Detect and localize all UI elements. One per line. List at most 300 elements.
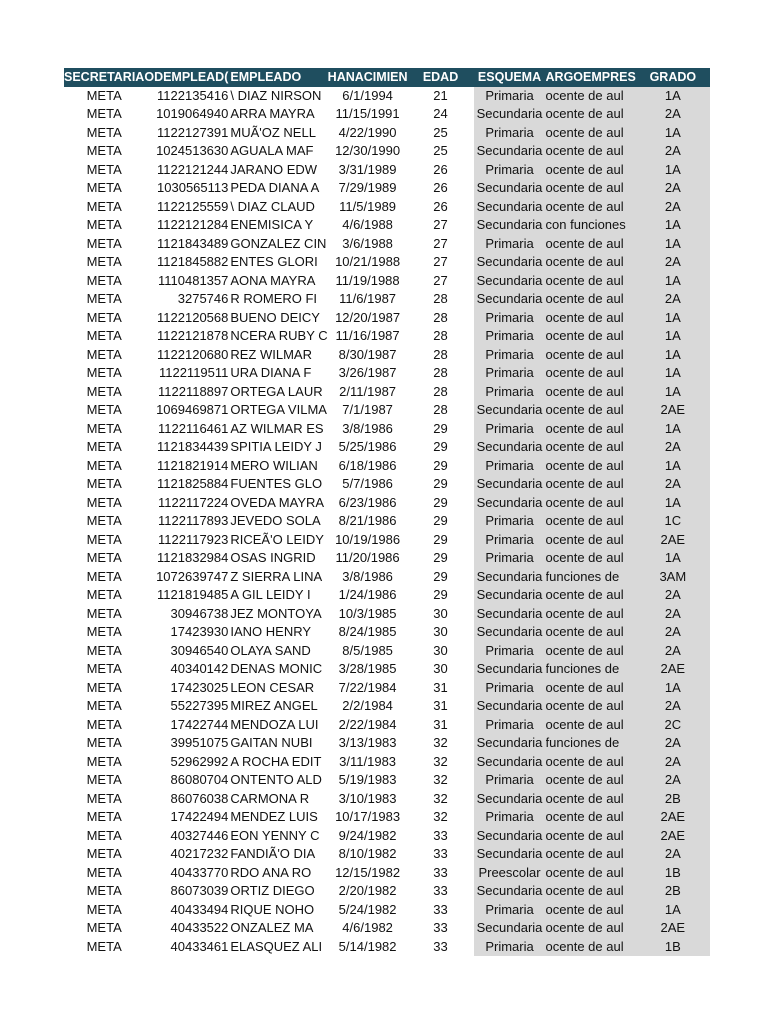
cell-esquema[interactable]: Secundaria <box>474 660 546 679</box>
cell-grado[interactable]: 2A <box>636 586 710 605</box>
cell-edad[interactable]: 33 <box>433 920 448 935</box>
cell-secretaria[interactable]: META <box>86 809 122 824</box>
cell-esquema[interactable]: Primaria <box>474 364 546 383</box>
cell-grado[interactable]: 2A <box>636 142 710 161</box>
cell-esquema[interactable]: Secundaria <box>474 827 546 846</box>
cell-edad[interactable]: 33 <box>433 846 448 861</box>
cell-fecha-nacimiento[interactable]: 5/7/1986 <box>342 476 393 491</box>
cell-cargo[interactable]: ocente de aul <box>546 272 636 291</box>
cell-empleado[interactable]: FUENTES GLO <box>230 476 323 491</box>
cell-cargo[interactable]: ocente de aul <box>546 420 636 439</box>
cell-esquema[interactable]: Secundaria <box>474 401 546 420</box>
cell-cargo[interactable]: ocente de aul <box>546 401 636 420</box>
cell-empleado[interactable]: PEDA DIANA A <box>230 180 320 195</box>
cell-fecha-nacimiento[interactable]: 11/5/1989 <box>339 198 397 214</box>
cell-fecha-nacimiento[interactable]: 10/19/1986 <box>335 531 401 547</box>
cell-fecha-nacimiento[interactable]: 3/13/1983 <box>338 735 397 750</box>
cell-grado[interactable]: 2A <box>636 605 710 624</box>
cell-codempleado[interactable]: 17423930 <box>170 624 229 639</box>
cell-grado[interactable]: 1A <box>636 327 710 346</box>
cell-fecha-nacimiento[interactable]: 5/14/1982 <box>338 938 397 954</box>
cell-fecha-nacimiento[interactable]: 4/6/1988 <box>342 217 393 232</box>
cell-empleado[interactable]: MENDOZA LUI <box>230 716 319 732</box>
cell-empleado[interactable]: ONZALEZ MA <box>230 920 314 935</box>
cell-secretaria[interactable]: META <box>86 846 122 861</box>
cell-codempleado[interactable]: 1122117224 <box>158 494 229 510</box>
cell-grado[interactable]: 1A <box>636 549 710 568</box>
cell-empleado[interactable]: JEZ MONTOYA <box>230 605 322 621</box>
cell-edad[interactable]: 28 <box>433 383 448 399</box>
cell-cargo[interactable]: ocente de aul <box>546 142 636 161</box>
cell-grado[interactable]: 2A <box>636 105 710 124</box>
cell-codempleado[interactable]: 1121843489 <box>157 235 229 251</box>
cell-empleado[interactable]: CARMONA R <box>230 790 310 806</box>
cell-fecha-nacimiento[interactable]: 5/24/1982 <box>338 901 397 917</box>
cell-fecha-nacimiento[interactable]: 1/24/1986 <box>338 587 397 602</box>
cell-empleado[interactable]: Z SIERRA LINA <box>230 568 323 584</box>
cell-empleado[interactable]: IANO HENRY <box>230 624 312 639</box>
cell-cargo[interactable]: ocente de aul <box>546 531 636 550</box>
cell-grado[interactable]: 2A <box>636 845 710 864</box>
cell-fecha-nacimiento[interactable]: 12/15/1982 <box>335 864 401 880</box>
cell-fecha-nacimiento[interactable]: 3/31/1989 <box>338 161 397 177</box>
cell-codempleado[interactable]: 1072639747 <box>156 568 229 584</box>
cell-esquema[interactable]: Primaria <box>474 938 546 957</box>
cell-grado[interactable]: 2A <box>636 623 710 642</box>
cell-empleado[interactable]: MENDEZ LUIS <box>230 809 318 824</box>
cell-cargo[interactable]: ocente de aul <box>546 882 636 901</box>
cell-codempleado[interactable]: 1122119511 <box>158 365 229 380</box>
cell-esquema[interactable]: Secundaria <box>474 790 546 809</box>
cell-empleado[interactable]: LEON CESAR <box>230 679 315 695</box>
cell-grado[interactable]: 2AE <box>636 919 710 938</box>
cell-empleado[interactable]: REZ WILMAR <box>230 346 312 362</box>
cell-empleado[interactable]: ORTIZ DIEGO <box>230 883 315 898</box>
cell-grado[interactable]: 1B <box>636 864 710 883</box>
cell-secretaria[interactable]: META <box>86 661 122 676</box>
cell-cargo[interactable]: ocente de aul <box>546 124 636 143</box>
cell-grado[interactable]: 1A <box>636 161 710 180</box>
cell-empleado[interactable]: GAITAN NUBI <box>230 735 313 750</box>
cell-edad[interactable]: 32 <box>433 772 448 787</box>
cell-empleado[interactable]: A GIL LEIDY I <box>230 587 311 602</box>
cell-edad[interactable]: 30 <box>433 605 448 621</box>
cell-secretaria[interactable]: META <box>86 735 122 750</box>
cell-secretaria[interactable]: META <box>86 420 122 436</box>
cell-codempleado[interactable]: 1121825884 <box>157 476 229 491</box>
cell-edad[interactable]: 27 <box>433 235 448 251</box>
cell-empleado[interactable]: ORTEGA LAUR <box>230 383 323 399</box>
cell-edad[interactable]: 31 <box>433 716 448 732</box>
cell-empleado[interactable]: NCERA RUBY C <box>230 328 328 343</box>
cell-edad[interactable]: 28 <box>433 346 448 362</box>
cell-grado[interactable]: 1B <box>636 938 710 957</box>
cell-grado[interactable]: 2A <box>636 290 710 309</box>
cell-esquema[interactable]: Secundaria <box>474 494 546 513</box>
cell-fecha-nacimiento[interactable]: 8/5/1985 <box>342 642 393 658</box>
cell-secretaria[interactable]: META <box>86 698 122 713</box>
cell-cargo[interactable]: ocente de aul <box>546 327 636 346</box>
cell-edad[interactable]: 29 <box>433 494 448 510</box>
cell-secretaria[interactable]: META <box>86 439 122 454</box>
cell-secretaria[interactable]: META <box>86 124 122 140</box>
cell-cargo[interactable]: ocente de aul <box>546 438 636 457</box>
cell-codempleado[interactable]: 40433522 <box>170 920 229 935</box>
cell-edad[interactable]: 29 <box>433 513 448 528</box>
header-fecha-nacimiento[interactable]: HANACIMIEN <box>328 68 408 87</box>
cell-secretaria[interactable]: META <box>86 753 122 769</box>
cell-empleado[interactable]: ENEMISICA Y <box>230 217 314 232</box>
cell-edad[interactable]: 33 <box>433 901 448 917</box>
cell-cargo[interactable]: ocente de aul <box>546 346 636 365</box>
cell-esquema[interactable]: Secundaria <box>474 753 546 772</box>
cell-secretaria[interactable]: META <box>86 291 122 306</box>
cell-codempleado[interactable]: 17423025 <box>170 679 229 695</box>
cell-edad[interactable]: 31 <box>433 698 448 713</box>
cell-grado[interactable]: 1A <box>636 124 710 143</box>
cell-esquema[interactable]: Secundaria <box>474 216 546 235</box>
cell-empleado[interactable]: A ROCHA EDIT <box>230 753 322 769</box>
cell-codempleado[interactable]: 1122120680 <box>157 346 229 362</box>
cell-esquema[interactable]: Secundaria <box>474 105 546 124</box>
cell-grado[interactable]: 2A <box>636 253 710 272</box>
cell-empleado[interactable]: OSAS INGRID <box>230 550 316 565</box>
cell-secretaria[interactable]: META <box>86 180 122 195</box>
cell-edad[interactable]: 26 <box>433 161 448 177</box>
cell-edad[interactable]: 29 <box>433 420 448 436</box>
cell-cargo[interactable]: ocente de aul <box>546 790 636 809</box>
cell-cargo[interactable]: ocente de aul <box>546 309 636 328</box>
cell-esquema[interactable]: Primaria <box>474 512 546 531</box>
cell-esquema[interactable]: Secundaria <box>474 882 546 901</box>
cell-codempleado[interactable]: 1122117893 <box>158 513 229 528</box>
cell-fecha-nacimiento[interactable]: 4/6/1982 <box>342 920 393 935</box>
cell-empleado[interactable]: URA DIANA F <box>230 365 312 380</box>
cell-cargo[interactable]: ocente de aul <box>546 383 636 402</box>
cell-codempleado[interactable]: 1030565113 <box>157 180 229 195</box>
cell-codempleado[interactable]: 1069469871 <box>156 402 229 417</box>
cell-codempleado[interactable]: 3275746 <box>177 291 229 306</box>
cell-codempleado[interactable]: 1121832984 <box>157 550 229 565</box>
cell-empleado[interactable]: JARANO EDW <box>230 161 318 177</box>
cell-cargo[interactable]: ocente de aul <box>546 845 636 864</box>
cell-codempleado[interactable]: 1121821914 <box>157 457 229 473</box>
cell-cargo[interactable]: ocente de aul <box>546 105 636 124</box>
cell-grado[interactable]: 2A <box>636 642 710 661</box>
cell-esquema[interactable]: Secundaria <box>474 697 546 716</box>
cell-cargo[interactable]: ocente de aul <box>546 161 636 180</box>
cell-edad[interactable]: 33 <box>433 827 448 843</box>
cell-secretaria[interactable]: META <box>86 494 122 510</box>
cell-empleado[interactable]: JEVEDO SOLA <box>230 513 321 528</box>
cell-codempleado[interactable]: 40433461 <box>170 938 229 954</box>
cell-grado[interactable]: 2C <box>636 716 710 735</box>
cell-grado[interactable]: 1A <box>636 457 710 476</box>
cell-grado[interactable]: 2A <box>636 438 710 457</box>
cell-cargo[interactable]: ocente de aul <box>546 642 636 661</box>
cell-esquema[interactable]: Secundaria <box>474 438 546 457</box>
cell-edad[interactable]: 29 <box>433 531 448 547</box>
cell-fecha-nacimiento[interactable]: 11/16/1987 <box>335 328 400 343</box>
cell-esquema[interactable]: Secundaria <box>474 272 546 291</box>
cell-cargo[interactable]: ocente de aul <box>546 179 636 198</box>
cell-edad[interactable]: 26 <box>433 198 448 214</box>
cell-codempleado[interactable]: 1122118897 <box>158 383 229 399</box>
cell-esquema[interactable]: Secundaria <box>474 623 546 642</box>
cell-esquema[interactable]: Primaria <box>474 716 546 735</box>
cell-edad[interactable]: 26 <box>433 180 448 195</box>
cell-edad[interactable]: 33 <box>433 864 448 880</box>
cell-cargo[interactable]: ocente de aul <box>546 475 636 494</box>
cell-fecha-nacimiento[interactable]: 12/30/1990 <box>335 143 401 158</box>
cell-grado[interactable]: 1A <box>636 309 710 328</box>
cell-empleado[interactable]: EON YENNY C <box>230 827 320 843</box>
cell-edad[interactable]: 28 <box>433 328 448 343</box>
cell-esquema[interactable]: Primaria <box>474 124 546 143</box>
cell-empleado[interactable]: AZ WILMAR ES <box>230 420 324 436</box>
cell-esquema[interactable]: Primaria <box>474 87 546 106</box>
cell-secretaria[interactable]: META <box>86 938 122 954</box>
cell-fecha-nacimiento[interactable]: 7/1/1987 <box>342 402 393 417</box>
cell-fecha-nacimiento[interactable]: 3/26/1987 <box>338 365 397 380</box>
cell-edad[interactable]: 21 <box>433 87 448 103</box>
cell-fecha-nacimiento[interactable]: 6/18/1986 <box>338 457 397 473</box>
cell-cargo[interactable]: ocente de aul <box>546 253 636 272</box>
cell-codempleado[interactable]: 30946540 <box>170 642 229 658</box>
cell-empleado[interactable]: \ DIAZ NIRSON <box>230 87 322 103</box>
cell-cargo[interactable]: ocente de aul <box>546 864 636 883</box>
cell-esquema[interactable]: Secundaria <box>474 568 546 587</box>
cell-grado[interactable]: 1A <box>636 679 710 698</box>
cell-fecha-nacimiento[interactable]: 2/2/1984 <box>342 698 393 713</box>
cell-grado[interactable]: 2B <box>636 790 710 809</box>
cell-cargo[interactable]: ocente de aul <box>546 753 636 772</box>
cell-cargo[interactable]: ocente de aul <box>546 512 636 531</box>
cell-codempleado[interactable]: 1122121878 <box>157 328 229 343</box>
cell-edad[interactable]: 30 <box>433 642 448 658</box>
cell-codempleado[interactable]: 40340142 <box>170 661 229 676</box>
cell-esquema[interactable]: Primaria <box>474 901 546 920</box>
cell-cargo[interactable]: ocente de aul <box>546 938 636 957</box>
cell-esquema[interactable]: Primaria <box>474 235 546 254</box>
cell-edad[interactable]: 29 <box>433 457 448 473</box>
header-esquema[interactable]: ESQUEMA <box>474 68 546 87</box>
cell-codempleado[interactable]: 1122135416 <box>157 87 229 103</box>
cell-fecha-nacimiento[interactable]: 9/24/1982 <box>338 827 397 843</box>
cell-grado[interactable]: 3AM <box>636 568 710 587</box>
cell-empleado[interactable]: ONTENTO ALD <box>230 772 322 787</box>
cell-esquema[interactable]: Primaria <box>474 679 546 698</box>
cell-fecha-nacimiento[interactable]: 3/6/1988 <box>342 235 393 251</box>
cell-cargo[interactable]: ocente de aul <box>546 919 636 938</box>
cell-empleado[interactable]: ELASQUEZ ALI <box>230 938 323 954</box>
header-codempleado[interactable]: ODEMPLEAD( <box>144 68 230 87</box>
cell-fecha-nacimiento[interactable]: 12/20/1987 <box>335 309 401 325</box>
cell-edad[interactable]: 29 <box>433 550 448 565</box>
cell-esquema[interactable]: Secundaria <box>474 290 546 309</box>
cell-codempleado[interactable]: 86073039 <box>170 883 229 898</box>
cell-esquema[interactable]: Secundaria <box>474 845 546 864</box>
cell-codempleado[interactable]: 1122120568 <box>157 309 229 325</box>
cell-fecha-nacimiento[interactable]: 10/21/1988 <box>335 254 401 269</box>
cell-codempleado[interactable]: 40433770 <box>170 864 229 880</box>
cell-secretaria[interactable]: META <box>86 716 122 732</box>
cell-edad[interactable]: 27 <box>433 272 448 288</box>
cell-secretaria[interactable]: META <box>86 235 122 251</box>
cell-fecha-nacimiento[interactable]: 5/25/1986 <box>338 439 397 454</box>
cell-edad[interactable]: 24 <box>433 106 448 121</box>
cell-cargo[interactable]: ocente de aul <box>546 679 636 698</box>
cell-secretaria[interactable]: META <box>86 605 122 621</box>
cell-empleado[interactable]: BUENO DEICY <box>230 309 320 325</box>
cell-empleado[interactable]: GONZALEZ CIN <box>230 235 327 251</box>
cell-grado[interactable]: 2B <box>636 882 710 901</box>
cell-secretaria[interactable]: META <box>86 679 122 695</box>
cell-empleado[interactable]: R ROMERO FI <box>230 291 318 306</box>
cell-secretaria[interactable]: META <box>86 642 122 658</box>
cell-fecha-nacimiento[interactable]: 8/30/1987 <box>338 346 397 362</box>
cell-empleado[interactable]: MUÃ'OZ NELL <box>230 124 316 140</box>
cell-fecha-nacimiento[interactable]: 8/24/1985 <box>338 624 397 639</box>
cell-secretaria[interactable]: META <box>86 457 122 473</box>
cell-secretaria[interactable]: META <box>86 254 122 269</box>
cell-empleado[interactable]: ORTEGA VILMA <box>230 402 327 417</box>
cell-codempleado[interactable]: 40217232 <box>170 846 229 861</box>
cell-edad[interactable]: 32 <box>433 790 448 806</box>
cell-fecha-nacimiento[interactable]: 2/11/1987 <box>339 383 397 399</box>
cell-secretaria[interactable]: META <box>86 161 122 177</box>
cell-esquema[interactable]: Primaria <box>474 642 546 661</box>
cell-codempleado[interactable]: 1122116461 <box>158 420 229 436</box>
cell-secretaria[interactable]: META <box>86 87 122 103</box>
cell-esquema[interactable]: Primaria <box>474 771 546 790</box>
cell-fecha-nacimiento[interactable]: 3/11/1983 <box>339 753 397 769</box>
cell-empleado[interactable]: AGUALA MAF <box>230 143 314 158</box>
cell-codempleado[interactable]: 40433494 <box>170 901 229 917</box>
cell-edad[interactable]: 32 <box>433 753 448 769</box>
cell-secretaria[interactable]: META <box>86 883 122 898</box>
cell-codempleado[interactable]: 1019064940 <box>156 106 229 121</box>
cell-empleado[interactable]: OLAYA SAND <box>230 642 311 658</box>
cell-secretaria[interactable]: META <box>86 198 122 214</box>
cell-esquema[interactable]: Primaria <box>474 808 546 827</box>
cell-codempleado[interactable]: 1121819485 <box>157 587 229 602</box>
cell-esquema[interactable]: Primaria <box>474 161 546 180</box>
cell-codempleado[interactable]: 1110481357 <box>158 272 229 288</box>
cell-secretaria[interactable]: META <box>86 550 122 565</box>
cell-grado[interactable]: 2AE <box>636 401 710 420</box>
cell-secretaria[interactable]: META <box>86 901 122 917</box>
cell-grado[interactable]: 1C <box>636 512 710 531</box>
cell-codempleado[interactable]: 17422744 <box>170 716 229 732</box>
cell-empleado[interactable]: ARRA MAYRA <box>230 106 315 121</box>
cell-cargo[interactable]: ocente de aul <box>546 549 636 568</box>
cell-grado[interactable]: 2AE <box>636 660 710 679</box>
cell-grado[interactable]: 2A <box>636 198 710 217</box>
cell-grado[interactable]: 2A <box>636 179 710 198</box>
cell-cargo[interactable]: ocente de aul <box>546 586 636 605</box>
cell-fecha-nacimiento[interactable]: 3/28/1985 <box>338 661 397 676</box>
cell-esquema[interactable]: Primaria <box>474 531 546 550</box>
cell-empleado[interactable]: RICEÃ'O LEIDY <box>230 531 324 547</box>
cell-empleado[interactable]: RIQUE NOHO <box>230 901 315 917</box>
cell-codempleado[interactable]: 39951075 <box>170 735 229 750</box>
cell-cargo[interactable]: ocente de aul <box>546 364 636 383</box>
cell-edad[interactable]: 29 <box>433 568 448 584</box>
cell-grado[interactable]: 2A <box>636 734 710 753</box>
cell-empleado[interactable]: ENTES GLORI <box>230 254 318 269</box>
cell-grado[interactable]: 2AE <box>636 531 710 550</box>
cell-cargo[interactable]: funciones de <box>546 568 636 587</box>
cell-edad[interactable]: 28 <box>433 365 448 380</box>
cell-secretaria[interactable]: META <box>86 383 122 399</box>
cell-codempleado[interactable]: 55227395 <box>170 698 229 713</box>
cell-fecha-nacimiento[interactable]: 7/29/1989 <box>338 180 397 195</box>
cell-edad[interactable]: 29 <box>433 587 448 602</box>
cell-esquema[interactable]: Secundaria <box>474 605 546 624</box>
cell-esquema[interactable]: Primaria <box>474 383 546 402</box>
cell-esquema[interactable]: Secundaria <box>474 142 546 161</box>
cell-grado[interactable]: 1A <box>636 383 710 402</box>
cell-empleado[interactable]: DENAS MONIC <box>230 661 323 676</box>
cell-fecha-nacimiento[interactable]: 11/20/1986 <box>335 550 400 565</box>
cell-edad[interactable]: 25 <box>433 143 448 158</box>
cell-edad[interactable]: 27 <box>433 217 448 232</box>
cell-grado[interactable]: 1A <box>636 216 710 235</box>
cell-grado[interactable]: 1A <box>636 272 710 291</box>
cell-secretaria[interactable]: META <box>86 568 122 584</box>
cell-secretaria[interactable]: META <box>86 513 122 528</box>
cell-cargo[interactable]: ocente de aul <box>546 771 636 790</box>
cell-grado[interactable]: 2AE <box>636 827 710 846</box>
cell-fecha-nacimiento[interactable]: 10/17/1983 <box>335 809 401 824</box>
cell-edad[interactable]: 29 <box>433 439 448 454</box>
cell-secretaria[interactable]: META <box>86 827 122 843</box>
cell-edad[interactable]: 31 <box>433 679 448 695</box>
cell-empleado[interactable]: MIREZ ANGEL <box>230 698 318 713</box>
cell-cargo[interactable]: ocente de aul <box>546 623 636 642</box>
cell-secretaria[interactable]: META <box>86 365 122 380</box>
cell-fecha-nacimiento[interactable]: 6/1/1994 <box>342 87 393 103</box>
cell-secretaria[interactable]: META <box>86 772 122 787</box>
cell-cargo[interactable]: funciones de <box>546 660 636 679</box>
cell-esquema[interactable]: Primaria <box>474 346 546 365</box>
cell-grado[interactable]: 2A <box>636 771 710 790</box>
cell-esquema[interactable]: Primaria <box>474 457 546 476</box>
cell-esquema[interactable]: Primaria <box>474 549 546 568</box>
cell-cargo[interactable]: ocente de aul <box>546 827 636 846</box>
cell-edad[interactable]: 32 <box>433 809 448 824</box>
cell-cargo[interactable]: ocente de aul <box>546 235 636 254</box>
cell-esquema[interactable]: Primaria <box>474 420 546 439</box>
cell-cargo[interactable]: ocente de aul <box>546 605 636 624</box>
cell-secretaria[interactable]: META <box>86 328 122 343</box>
cell-fecha-nacimiento[interactable]: 8/10/1982 <box>338 846 397 861</box>
cell-edad[interactable]: 33 <box>433 938 448 954</box>
cell-secretaria[interactable]: META <box>86 272 122 288</box>
cell-cargo[interactable]: ocente de aul <box>546 290 636 309</box>
cell-grado[interactable]: 1A <box>636 420 710 439</box>
cell-fecha-nacimiento[interactable]: 8/21/1986 <box>338 513 397 528</box>
cell-edad[interactable]: 27 <box>433 254 448 269</box>
cell-esquema[interactable]: Secundaria <box>474 253 546 272</box>
cell-empleado[interactable]: FANDIÃ'O DIA <box>230 846 316 861</box>
cell-grado[interactable]: 1A <box>636 235 710 254</box>
cell-secretaria[interactable]: META <box>86 790 122 806</box>
cell-codempleado[interactable]: 86080704 <box>170 772 229 787</box>
cell-codempleado[interactable]: 1122117923 <box>158 531 229 547</box>
cell-esquema[interactable]: Secundaria <box>474 198 546 217</box>
